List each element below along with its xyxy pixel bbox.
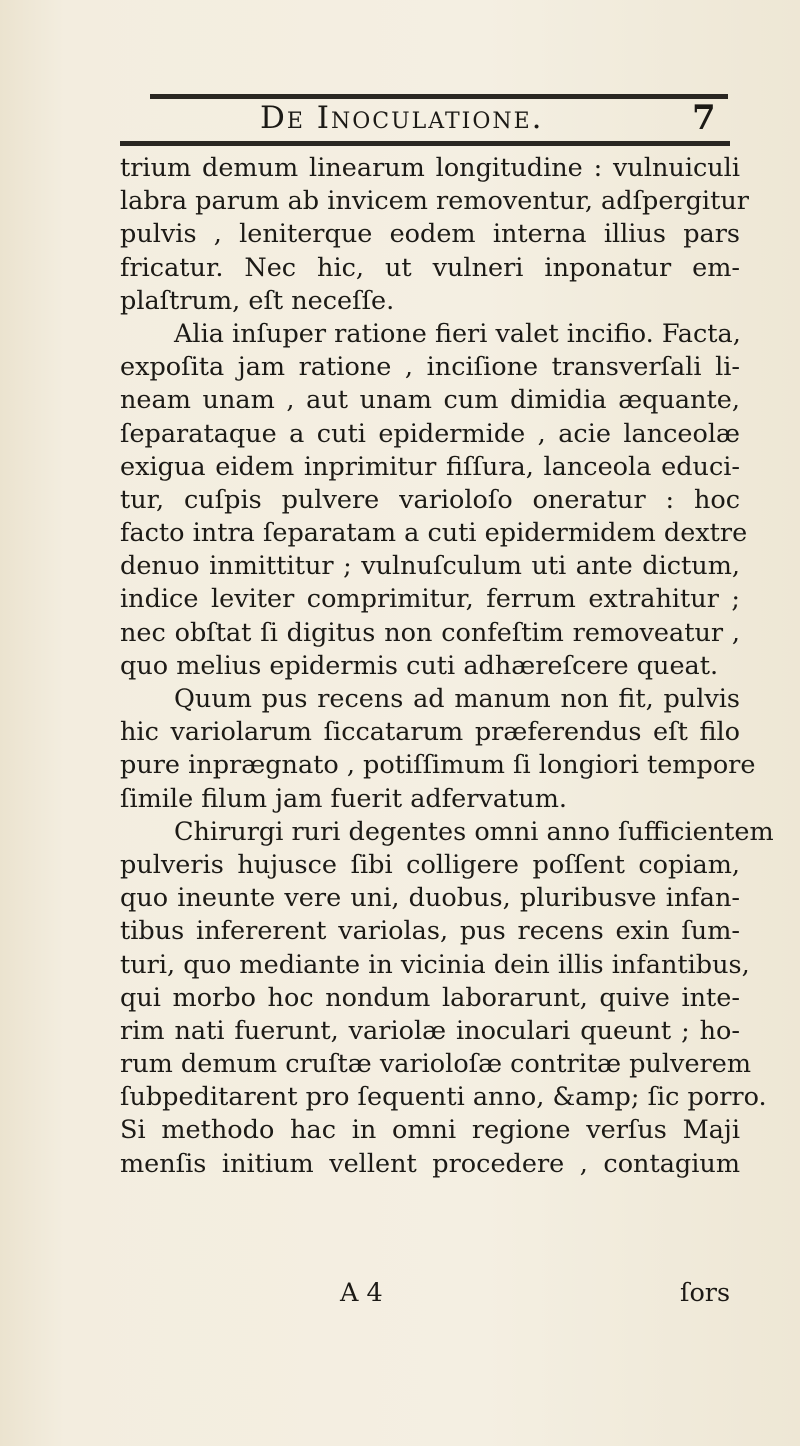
text-line: qui morbo hoc nondum laborarunt, quive inte- [120, 982, 740, 1013]
text-line: fricatur. Nec hic, ut vulneri inponatur em- [120, 252, 740, 283]
body-text [120, 152, 774, 1181]
text-line: labra parum ab invicem removentur, adſpergitur [120, 186, 749, 217]
signature-mark: A 4 [340, 1278, 383, 1308]
catchword: ſors [680, 1278, 731, 1308]
text-line: turi, quo mediante in vicinia dein illis infantibus, [120, 949, 750, 980]
text-line: ſubpeditarent pro ſequenti anno, &amp; ſic porro. [120, 1082, 767, 1113]
text-line: neam unam , aut unam cum dimidia æquante, [120, 385, 740, 416]
text-line: tur, cuſpis pulvere varioloſo oneratur : hoc [120, 484, 740, 515]
text-line: pure inprægnato , potiſſimum ſi longiori tempore [120, 750, 756, 781]
text-line: plaſtrum, eſt neceſſe. [120, 285, 395, 316]
text-line: expoſita jam ratione , inciſione transverſali li- [120, 352, 740, 383]
text-line: trium demum linearum longitudine : vulnuiculi [120, 153, 740, 183]
top-rule [150, 94, 728, 99]
text-line: menſis initium vellent procedere , contagium [120, 1148, 740, 1179]
text-line: hic variolarum ſiccatarum præferendus eſt filo [120, 717, 740, 748]
text-line: denuo inmittitur ; vulnuſculum uti ante dictum, [120, 551, 740, 582]
running-head: De Inoculatione. [260, 100, 544, 136]
text-line: rum demum cruſtæ varioloſæ contritæ pulverem [120, 1049, 752, 1080]
text-line: Alia inſuper ratione fieri valet incifio. Facta, [174, 318, 741, 349]
text-line: quo ineunte vere uni, duobus, pluribusve infan- [120, 883, 740, 914]
header-rule [120, 141, 730, 146]
text-line: ſeparataque a cuti epidermide , acie lanceolæ [120, 418, 740, 449]
text-line: nec obſtat ſi digitus non confeſtim removeatur , [120, 617, 740, 648]
text-line: ſimile filum jam fuerit adfervatum. [120, 783, 568, 814]
text-line: facto intra ſeparatam a cuti epidermidem dextre [120, 518, 748, 549]
text-line: pulvis , leniterque eodem interna illius pars [120, 219, 740, 250]
text-line: pulveris hujusce ſibi colligere poſſent copiam, [120, 849, 740, 880]
text-line: exigua eidem inprimitur fiſſura, lanceola educi- [120, 451, 740, 482]
text-line: rim nati fuerunt, variolæ inoculari queunt ; ho- [120, 1015, 740, 1046]
text-line: Si methodo hac in omni regione verſus Maji [120, 1115, 740, 1146]
text-line: tibus infererent variolas, pus recens exin ſum- [120, 916, 740, 947]
page-footer [120, 1276, 740, 1310]
page-number: 7 [692, 98, 716, 138]
text-line: indice leviter comprimitur, ferrum extrahitur ; [120, 584, 740, 615]
text-line: quo melius epidermis cuti adhæreſcere queat. [120, 650, 719, 681]
text-line: Quum pus recens ad manum non fit, pulvis [174, 684, 740, 714]
text-line: Chirurgi ruri degentes omni anno ſufficientem [174, 816, 774, 847]
